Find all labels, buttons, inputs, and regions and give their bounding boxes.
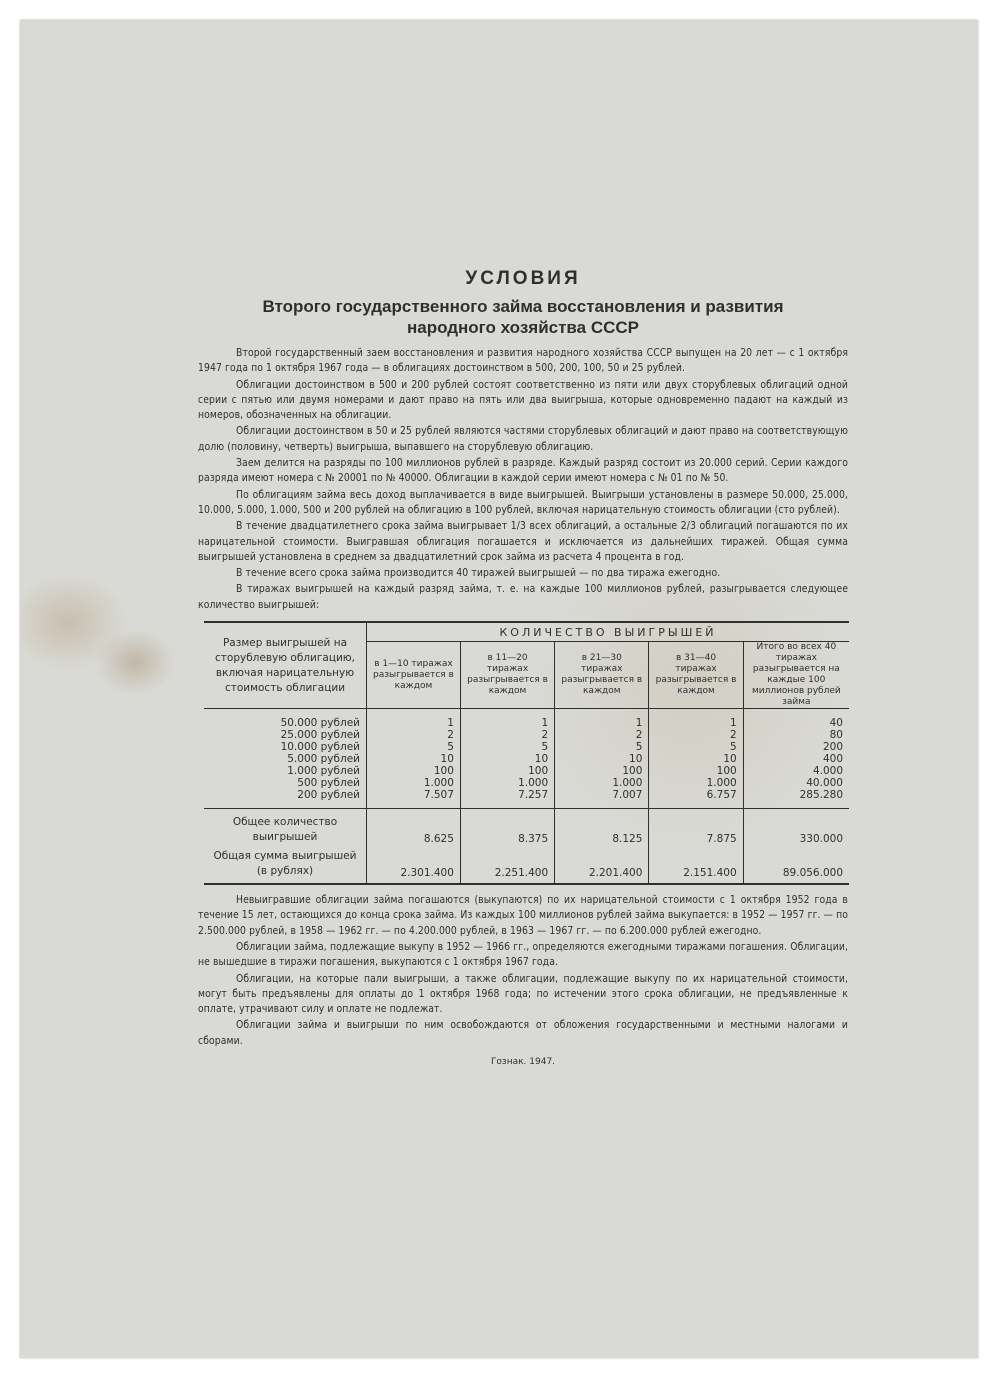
cell: 2 — [649, 729, 743, 741]
column-header: в 21—30 тиражах разыгрывается в каждом — [555, 642, 649, 709]
row-label: 200 рублей — [297, 788, 360, 801]
cell: 2.201.400 — [555, 845, 649, 884]
cell: 200 — [743, 741, 849, 753]
cell: 10 — [555, 753, 649, 765]
cell: 5 — [460, 741, 554, 753]
table-group-header: КОЛИЧЕСТВО ВЫИГРЫШЕЙ — [367, 622, 850, 642]
cell: 2.251.400 — [460, 845, 554, 884]
column-header: в 1—10 тиражах разыгрывается в каждом — [367, 642, 461, 709]
cell: 40 — [743, 717, 849, 729]
cell: 2.151.400 — [649, 845, 743, 884]
subtitle-line-2: народного хозяйства СССР — [406, 318, 640, 337]
table-total-count-row — [204, 809, 849, 846]
paragraph: Облигации займа и выигрыши по ним освобождаются от обложения государственными и местными налогами и сборами. — [198, 1019, 848, 1047]
paragraph: Заем делится на разряды по 100 миллионов рублей в разряде. Каждый разряд состоит из 20.000 серий. Серии каждого разряда имеют номера с № 20001 по № 40000. Облигации в каждой серии имеют номера с № 01 по № 50. — [198, 457, 848, 485]
printer-imprint: Гознак. 1947. — [490, 1057, 556, 1068]
cell: 100 — [555, 765, 649, 777]
paragraph: Облигации достоинством в 50 и 25 рублей являются частями сторублевых облигаций и дают право на соответствующую долю (половину, четверть) выигрыша, выпавшего на сторублевую облигацию. — [198, 425, 848, 453]
table-row — [204, 729, 849, 741]
cell: 330.000 — [743, 809, 849, 846]
cell: 100 — [367, 765, 461, 777]
cell: 8.125 — [555, 809, 649, 846]
table-total-sum-row — [204, 845, 849, 884]
table-row — [204, 741, 849, 753]
table-row — [204, 789, 849, 801]
cell: 1.000 — [555, 777, 649, 789]
subtitle-line-1: Второго государственного займа восстановления и развития — [262, 297, 784, 316]
cell: 7.507 — [367, 789, 461, 801]
cell: 100 — [460, 765, 554, 777]
row-label: 5.000 рублей — [287, 752, 360, 765]
cell: 8.375 — [460, 809, 554, 846]
row-label: Общая сумма выигрышей (в рублях) — [204, 845, 367, 884]
row-label: 1.000 рублей — [287, 764, 360, 777]
document-title: УСЛОВИЯ — [465, 268, 581, 289]
row-label: 10.000 рублей — [280, 740, 360, 753]
cell: 1 — [649, 717, 743, 729]
cell: 2 — [367, 729, 461, 741]
cell: 8.625 — [367, 809, 461, 846]
cell: 89.056.000 — [743, 845, 849, 884]
row-label: 50.000 рублей — [280, 716, 360, 729]
bond-reverse-sheet — [20, 20, 978, 1358]
cell: 2 — [555, 729, 649, 741]
row-label: Общее количество выигрышей — [204, 809, 367, 846]
cell: 1 — [555, 717, 649, 729]
table-row — [204, 777, 849, 789]
cell: 7.007 — [555, 789, 649, 801]
cell: 100 — [649, 765, 743, 777]
cell: 1.000 — [367, 777, 461, 789]
table-left-header: Размер выигрышей на сторублевую облигацию, включая нарицательную стоимость облигации — [204, 622, 367, 709]
paragraph: В течение двадцатилетнего срока займа выигрывает 1/3 всех облигаций, а остальные 2/3 облигаций погашаются по их нарицательной стоимости. Выигравшая облигация погашается и исключается из дальнейших тиражей. Общая сумма выигрышей установлена в среднем за двадцатилетний срок займа из расчета 4 процента в год. — [198, 520, 848, 563]
table-row — [204, 717, 849, 729]
cell: 2 — [460, 729, 554, 741]
conditions-text-block — [198, 268, 848, 1067]
cell: 2.301.400 — [367, 845, 461, 884]
row-label: 500 рублей — [297, 776, 360, 789]
column-header: в 11—20 тиражах разыгрывается в каждом — [460, 642, 554, 709]
cell: 1.000 — [649, 777, 743, 789]
cell: 1 — [367, 717, 461, 729]
document-subtitle — [198, 296, 848, 338]
cell: 7.875 — [649, 809, 743, 846]
paragraph: Облигации достоинством в 500 и 200 рублей состоят соответственно из пяти или двух сторублевых облигаций одной серии с пятью или двумя номерами и дают право на пять или два выигрыша, которые одновременно падают на каждый из номеров, обозначенных на облигации. — [198, 378, 848, 422]
cell: 10 — [460, 753, 554, 765]
cell: 5 — [649, 741, 743, 753]
cell: 10 — [649, 753, 743, 765]
cell: 5 — [555, 741, 649, 753]
cell: 285.280 — [743, 789, 849, 801]
cell: 40.000 — [743, 777, 849, 789]
cell: 1.000 — [460, 777, 554, 789]
paragraph: Невыигравшие облигации займа погашаются (выкупаются) по их нарицательной стоимости с 1 октября 1952 года в течение 15 лет, остающихся до конца срока займа. Из каждых 100 миллионов рублей займа выкупается: в 1952 — 1957 гг. — по 2.500.000 рублей, в 1958 — 1962 гг. — по 4.200.000 рублей, в 1963 — 1967 гг. — по 6.200.000 рублей ежегодно. — [198, 894, 848, 937]
cell: 10 — [367, 753, 461, 765]
winnings-table — [204, 621, 849, 885]
paragraph: В течение всего срока займа производится 40 тиражей выигрышей — по два тиража ежегодно. — [236, 567, 721, 580]
paragraph: Облигации займа, подлежащие выкупу в 1952 — 1966 гг., определяются ежегодными тиражами погашения. Облигации, не вышедшие в тиражи погашения, выкупаются с 1 октября 1967 года. — [198, 940, 848, 969]
cell: 400 — [743, 753, 849, 765]
cell: 6.757 — [649, 789, 743, 801]
cell: 5 — [367, 741, 461, 753]
paragraph: В тиражах выигрышей на каждый разряд займа, т. е. на каждые 100 миллионов рублей, разыгрывается следующее количество выигрышей: — [198, 583, 848, 611]
table-row — [204, 753, 849, 765]
row-label: 25.000 рублей — [280, 728, 360, 741]
cell: 7.257 — [460, 789, 554, 801]
column-header: Итого во всех 40 тиражах разыгрывается на каждые 100 миллионов рублей займа — [743, 642, 849, 709]
paragraph: Второй государственный заем восстановления и развития народного хозяйства СССР выпущен на 20 лет — с 1 октября 1947 года по 1 октября 1967 года — в облигациях достоинством в 500, 200, 100, 50 и 25 рублей. — [198, 347, 848, 375]
cell: 1 — [460, 717, 554, 729]
paragraph: Облигации, на которые пали выигрыши, а также облигации, подлежащие выкупу по их нарицательной стоимости, могут быть предъявлены для оплаты до 1 октября 1968 года; по истечении этого срока облигации, не предъявленные к оплате, утрачивают силу и оплате не подлежат. — [198, 972, 848, 1016]
paragraph: По облигациям займа весь доход выплачивается в виде выигрышей. Выигрыши установлены в размере 50.000, 25.000, 10.000, 5.000, 1.000, 500 и 200 рублей на облигацию в 100 рублей, включая нарицательную стоимость облигации (сто рублей). — [198, 488, 848, 516]
cell: 80 — [743, 729, 849, 741]
table-row — [204, 765, 849, 777]
cell: 4.000 — [743, 765, 849, 777]
column-header: в 31—40 тиражах разыгрывается в каждом — [649, 642, 743, 709]
